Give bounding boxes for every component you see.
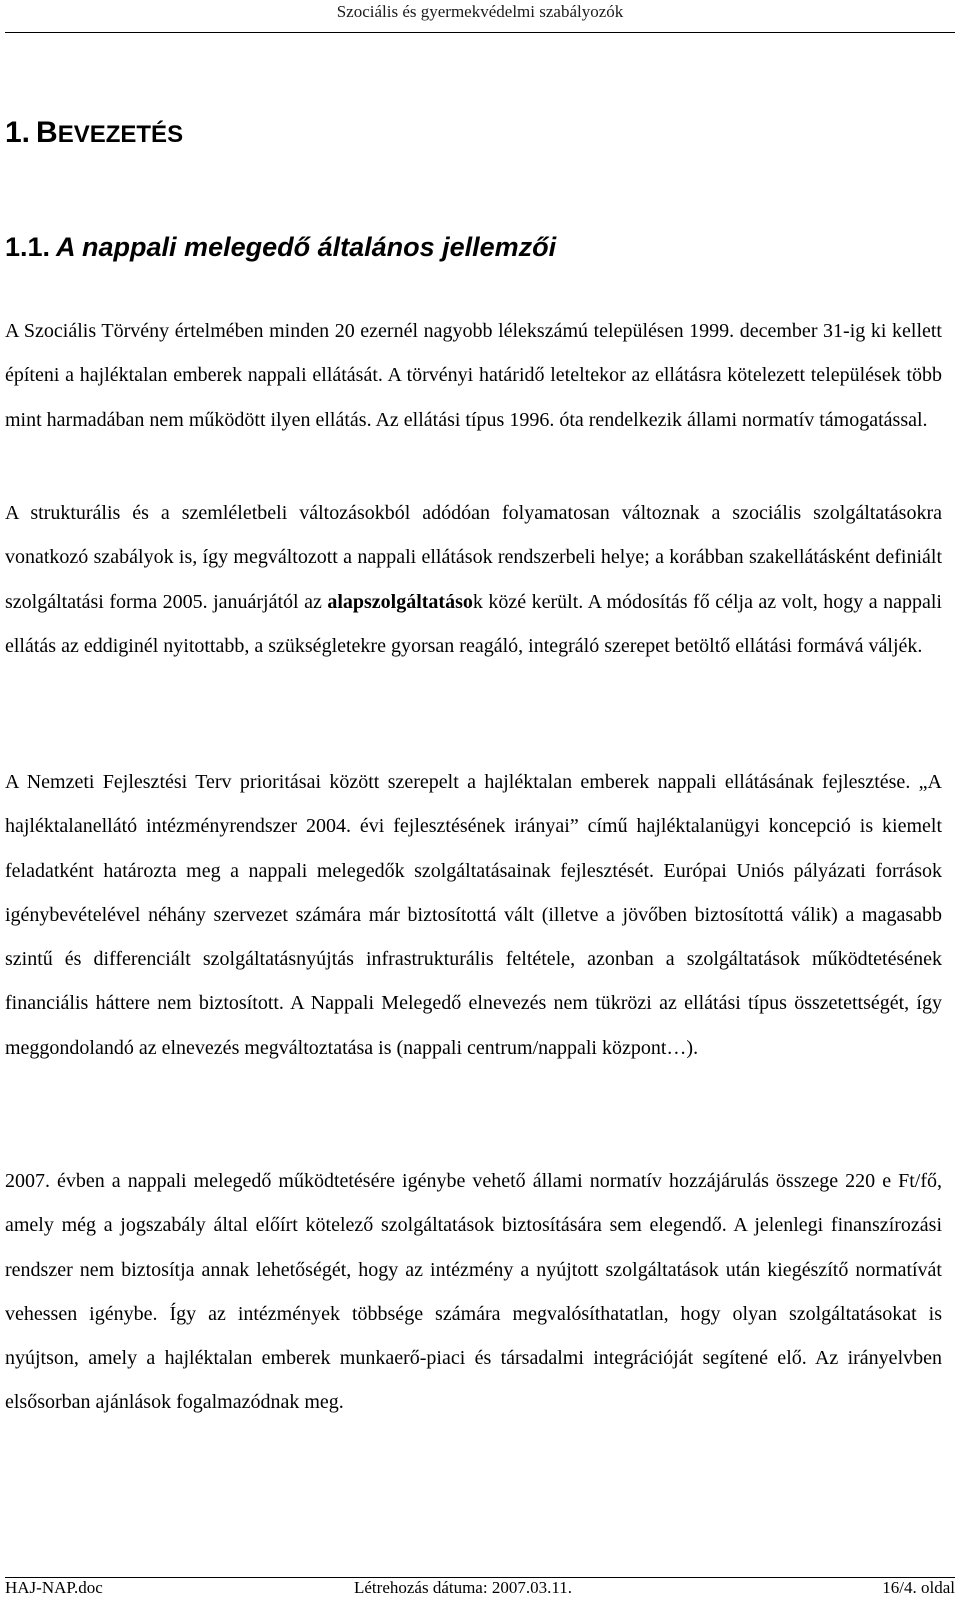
subsection-heading	[5, 232, 556, 263]
paragraph-4: 2007. évben a nappali melegedő működtetésére igénybe vehető állami normatív hozzájárulás összege 220 e Ft/fő, amely még a jogszabály által előírt kötelező szolgáltatások biztosítására sem elegendő. A jelenlegi finanszírozási rendszer nem biztosítja annak lehetőségét, hogy az intézmény a nyújtott szolgáltatások után kiegészítő normatívát vehessen igénybe. Így az intézmények többsége számára megvalósíthatatlan, hogy olyan szolgáltatásokat is nyújtson, amely a hajléktalan emberek munkaerő-piaci és társadalmi integrációját segítené elő. Az irányelvben elsősorban ajánlások fogalmazódnak meg.	[5, 1170, 942, 1414]
paragraph-2	[5, 491, 942, 668]
footer-page-number: 16/4. oldal	[882, 1578, 955, 1597]
paragraph-3: A Nemzeti Fejlesztési Terv prioritásai között szerepelt a hajléktalan emberek nappali ellátásának fejlesztése. „A hajléktalanellátó intézményrendszer 2004. évi fejlesztésének irányai” című hajléktalanügyi koncepció is kiemelt feladatként határozta meg a nappali melegedők szolgáltatásainak fejlesztését. Európai Uniós pályázati források igénybevételével néhány szervezet számára már biztosítottá vált (illetve a jövőben biztosítottá válik) a magasabb szintű és differenciált szolgáltatásnyújtás infrastrukturális feltétele, azonban a szolgáltatások működtetésének financiális háttere nem biztosított. A Nappali Melegedő elnevezés nem tükrözi az ellátási típus összetettségét, így meggondolandó az elnevezés megváltoztatása is (nappali centrum/nappali központ…).	[5, 771, 942, 1059]
paragraph-2-bold-term: alapszolgáltatáso	[327, 590, 473, 613]
running-header: Szociális és gyermekvédelmi szabályozók	[336, 2, 624, 21]
footer-created-date: Létrehozás dátuma: 2007.03.11.	[354, 1578, 572, 1597]
section-number: 1.	[5, 116, 31, 149]
section-title-initial: B	[36, 116, 58, 149]
section-title-rest: EVEZETÉS	[57, 121, 184, 148]
paragraph-1: A Szociális Törvény értelmében minden 20 ezernél nagyobb lélekszámú településen 1999. december 31-ig ki kellett építeni a hajléktalan emberek nappali ellátását. A törvényi határidő leteltekor az ellátásra kötelezett települések több mint harmadában nem működött ilyen ellátás. Az ellátási típus 1996. óta rendelkezik állami normatív támogatással.	[5, 320, 942, 431]
subsection-number: 1.1.	[5, 232, 51, 262]
footer-document-id: HAJ-NAP.doc	[5, 1578, 103, 1597]
section-heading	[5, 116, 183, 150]
paragraph-2-text-after: k közé került. A módosítás fő célja az volt, hogy a nappali ellátás az eddiginél nyitottabb, a szükségletekre gyorsan reagáló, integráló szerepet betöltő ellátási formává váljék.	[5, 590, 942, 657]
header-divider	[5, 32, 955, 33]
paragraph-2-text-before: A strukturális és a szemléletbeli változásokból adódóan folyamatosan változnak a szociális szolgáltatásokra vonatkozó szabályok is, így megváltozott a nappali ellátások rendszerbeli helye; a korábban szakellátásként definiált szolgáltatási forma 2005. januárjától az	[5, 502, 942, 613]
subsection-title: A nappali melegedő általános jellemzői	[56, 232, 557, 262]
